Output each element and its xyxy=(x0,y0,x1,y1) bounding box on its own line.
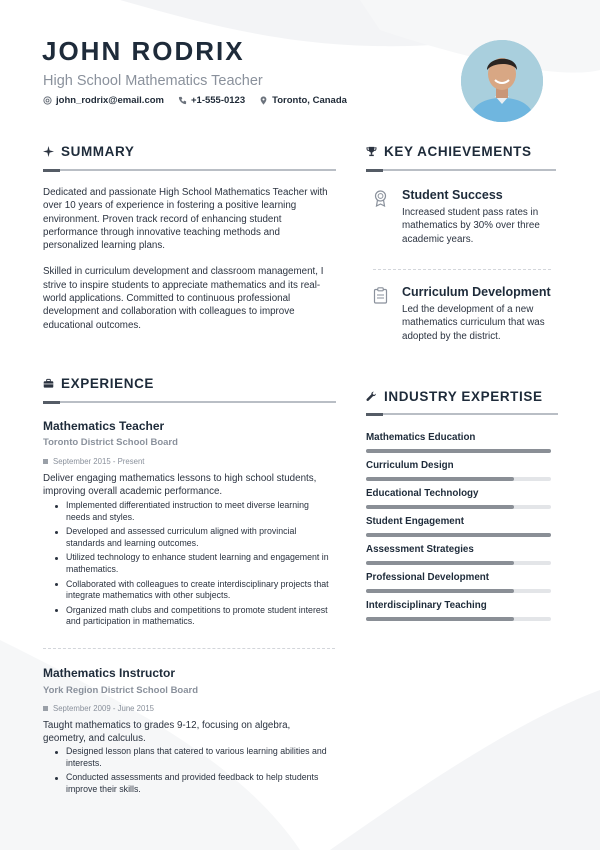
summary-paragraph: Dedicated and passionate High School Mathematics Teacher with over 10 years of experience in fostering a positive learning environment. Proven track record of enhancing student performance through innovative teaching methods and personalized learning plans. xyxy=(43,187,328,252)
achievements-heading: KEY ACHIEVEMENTS xyxy=(366,144,532,159)
list-item: Conducted assessments and provided feedback to help students improve their skills. xyxy=(53,772,335,795)
achievement-item xyxy=(373,285,558,345)
candidate-title: High School Mathematics Teacher xyxy=(43,73,263,89)
briefcase-icon xyxy=(43,378,54,389)
job-separator xyxy=(43,648,335,649)
candidate-name: JOHN RODRIX xyxy=(42,36,245,66)
achievement-item xyxy=(373,188,558,248)
skill-level-fill xyxy=(366,561,514,565)
job-description: Taught mathematics to grades 9-12, focusing on algebra, geometry, and calculus. xyxy=(43,720,291,745)
sparkle-icon xyxy=(43,146,54,157)
skill-level-fill xyxy=(366,449,551,453)
clipboard-icon xyxy=(373,287,388,304)
job-bullet-list xyxy=(53,746,335,798)
job-date: September 2015 - Present xyxy=(43,457,144,466)
phone-icon xyxy=(178,96,187,105)
achievement-desc: Led the development of a new mathematics curriculum that was adopted by the district. xyxy=(402,304,545,342)
achievement-title: Curriculum Development xyxy=(402,285,551,299)
list-item: Designed lesson plans that catered to various learning abilities and interests. xyxy=(53,746,335,769)
skill-level-fill xyxy=(366,505,514,509)
job-title: Mathematics Instructor xyxy=(43,666,176,680)
achievement-separator xyxy=(373,269,551,270)
skill-label: Professional Development xyxy=(366,572,490,583)
skill-item xyxy=(366,516,551,537)
wrench-icon xyxy=(366,391,377,402)
achievements-divider xyxy=(366,169,556,171)
experience-heading: EXPERIENCE xyxy=(43,376,154,391)
skill-item xyxy=(366,460,551,481)
skill-label: Student Engagement xyxy=(366,516,464,527)
contact-phone[interactable] xyxy=(178,95,245,106)
calendar-icon xyxy=(43,459,48,464)
job-title: Mathematics Teacher xyxy=(43,419,165,433)
list-item: Organized math clubs and competitions to promote student interest and participation in mathematics. xyxy=(53,605,335,628)
expertise-heading: INDUSTRY EXPERTISE xyxy=(366,389,543,404)
job-bullet-list xyxy=(53,500,335,631)
skill-level-fill xyxy=(366,533,551,537)
achievement-desc: Increased student pass rates in mathematics by 30% over three academic years. xyxy=(402,207,540,245)
skill-level-fill xyxy=(366,477,514,481)
skill-item xyxy=(366,600,551,621)
contact-location xyxy=(259,95,347,106)
skill-label: Interdisciplinary Teaching xyxy=(366,600,487,611)
achievement-title: Student Success xyxy=(402,188,503,202)
skill-level-fill xyxy=(366,589,514,593)
contact-location-text: Toronto, Canada xyxy=(272,95,347,106)
list-item: Developed and assessed curriculum aligned with provincial standards and learning outcomes. xyxy=(53,526,335,549)
contact-phone-text: +1-555-0123 xyxy=(190,95,246,106)
location-pin-icon xyxy=(259,96,268,105)
contact-email[interactable] xyxy=(43,95,164,106)
expertise-divider xyxy=(366,413,558,415)
skill-level-fill xyxy=(366,617,514,621)
trophy-icon xyxy=(366,146,377,157)
job-date: September 2009 - June 2015 xyxy=(43,704,154,713)
list-item: Collaborated with colleagues to create interdisciplinary projects that integrate mathematics with other subjects. xyxy=(53,579,335,602)
skill-item xyxy=(366,544,551,565)
experience-divider xyxy=(43,401,336,403)
summary-heading: SUMMARY xyxy=(43,144,134,159)
skill-level-bar xyxy=(366,617,551,621)
at-icon xyxy=(43,96,52,105)
skill-item xyxy=(366,572,551,593)
job-company: York Region District School Board xyxy=(43,685,199,696)
job-description: Deliver engaging mathematics lessons to high school students, improving overall academic performance. xyxy=(43,473,317,498)
skill-item xyxy=(366,488,551,509)
skill-level-bar xyxy=(366,561,551,565)
skill-label: Educational Technology xyxy=(366,488,479,499)
medal-icon xyxy=(373,190,388,207)
list-item: Utilized technology to enhance student learning and engagement in mathematics. xyxy=(53,552,335,575)
summary-divider xyxy=(43,169,336,171)
job-company: Toronto District School Board xyxy=(43,437,178,448)
contact-email-text: john_rodrix@email.com xyxy=(56,95,164,106)
skill-level-bar xyxy=(366,589,551,593)
list-item: Implemented differentiated instruction to meet diverse learning needs and styles. xyxy=(53,500,335,523)
skill-label: Assessment Strategies xyxy=(366,544,474,555)
contact-row xyxy=(43,95,347,106)
skill-level-bar xyxy=(366,449,551,453)
summary-text xyxy=(43,186,335,345)
skill-item xyxy=(366,432,551,453)
skill-level-bar xyxy=(366,505,551,509)
calendar-icon xyxy=(43,706,48,711)
profile-photo xyxy=(461,40,543,122)
skill-level-bar xyxy=(366,533,551,537)
skill-label: Mathematics Education xyxy=(366,432,476,443)
skill-level-bar xyxy=(366,477,551,481)
summary-paragraph: Skilled in curriculum development and classroom management, I strive to inspire students to appreciate mathematics and its real-world applications. Committed to continuous professional development and collaboration with colleagues to improve educational outcomes. xyxy=(43,266,324,331)
skill-label: Curriculum Design xyxy=(366,460,454,471)
